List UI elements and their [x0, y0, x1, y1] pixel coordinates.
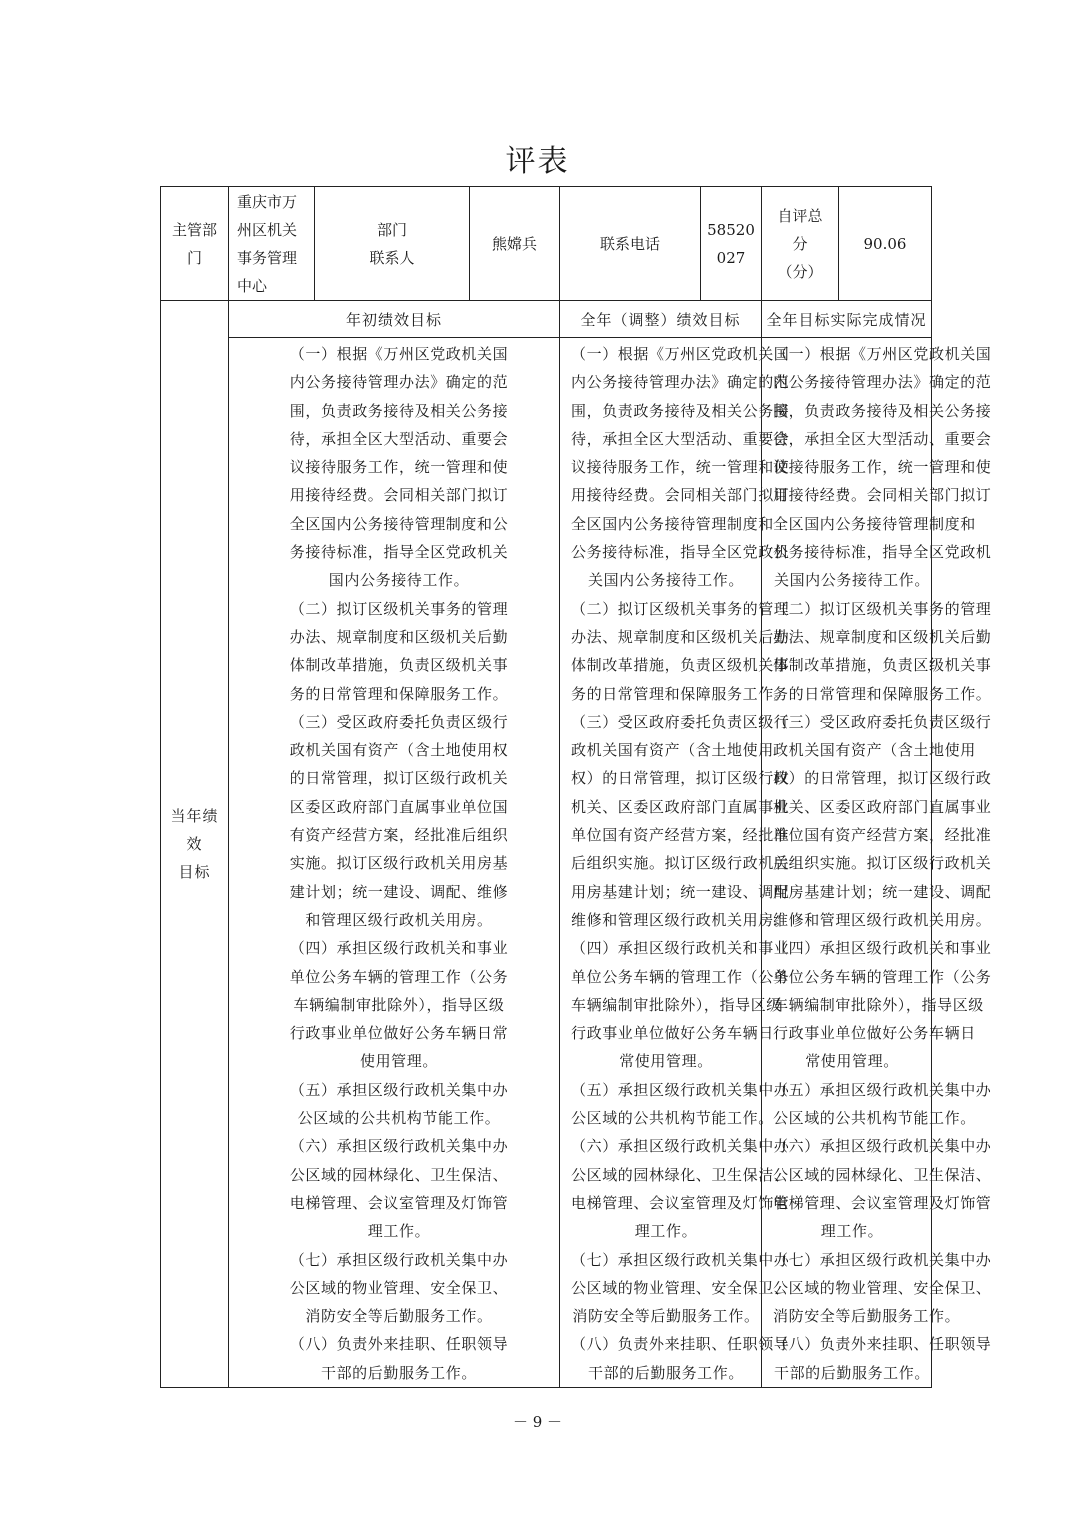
phone-value-cell	[701, 187, 762, 301]
goal-adjusted-text: （一）根据《万州区党政机关国 内公务接待管理办法》确定的范 围，负责政务接待及相关公务接 待，承担全区大型活动、重要会 议接待服务工作，统一管理和使 用接待经费。会同相关部门拟订 全区国内公务接待管理制度和 公务接待标准，指导全区党政机 关国内公务接待工作。 （二）拟订区级机关事务的管理 办法、规章制度和区级机关后勤 体制改革措施，负责区级机关事 务的日常管理和保障服务工作。 （三）受区政府委托负责区级行 政机关国有资产（含土地使用 权）的日常管理，拟订区级行政 机关、区委区政府部门直属事业 单位国有资产经营方案，经批准 后组织实施。拟订区级行政机关 用房基建计划；统一建设、调配 维修和管理区级行政机关用房。 （四）承担区级行政机关和事业 单位公务车辆的管理工作（公务 车辆编制审批除外），指导区级 行政事业单位做好公务车辆日 常使用管理。 （五）承担区级行政机关集中办 公区域的公共机构节能工作。 （六）承担区级行政机关集中办 公区域的园林绿化、卫生保洁、 电梯管理、会议室管理及灯饰管 理工作。 （七）承担区级行政机关集中办 公区域的物业管理、安全保卫、 消防安全等后勤服务工作。 （八）负责外来挂职、任职领导 干部的后勤服务工作。	[571, 345, 790, 1382]
page-number: － 9 －	[512, 1413, 563, 1431]
performance-table	[160, 186, 992, 1388]
goal-header-row	[161, 301, 932, 338]
col-head-actual: 全年目标实际完成情况	[762, 301, 932, 338]
goal-initial-text: （一）根据《万州区党政机关国 内公务接待管理办法》确定的范 围，负责政务接待及相关公务接 待，承担全区大型活动、重要会 议接待服务工作，统一管理和使 用接待经费。会同相关部门拟订 全区国内公务接待管理制度和公 务接待标准，指导全区党政机关 国内公务接待工作。 （二）拟订区级机关事务的管理 办法、规章制度和区级机关后勤 体制改革措施，负责区级机关事 务的日常管理和保障服务工作。 （三）受区政府委托负责区级行 政机关国有资产（含土地使用权 的日常管理，拟订区级行政机关 区委区政府部门直属事业单位国 有资产经营方案，经批准后组织 实施。拟订区级行政机关用房基 建计划；统一建设、调配、维修 和管理区级行政机关用房。 （四）承担区级行政机关和事业 单位公务车辆的管理工作（公务 车辆编制审批除外），指导区级 行政事业单位做好公务车辆日常 使用管理。 （五）承担区级行政机关集中办 公区域的公共机构节能工作。 （六）承担区级行政机关集中办 公区域的园林绿化、卫生保洁、 电梯管理、会议室管理及灯饰管 理工作。 （七）承担区级行政机关集中办 公区域的物业管理、安全保卫、 消防安全等后勤服务工作。 （八）负责外来挂职、任职领导 干部的后勤服务工作。	[289, 345, 509, 1382]
header-row	[161, 187, 932, 301]
col-head-initial: 年初绩效目标	[229, 301, 560, 338]
phone-label-cell	[560, 187, 701, 301]
dept-value: 重庆市万 州区机关 事务管理 中心	[237, 192, 298, 295]
phone-value: 58520 027	[707, 220, 755, 267]
goal-adjusted-cell	[560, 338, 790, 1388]
dept-label-cell	[161, 187, 229, 301]
contact-label: 部门 联系人	[369, 220, 415, 267]
goal-side-label-cell	[161, 301, 229, 1388]
contact-value-cell	[470, 187, 560, 301]
phone-label: 联系电话	[599, 235, 660, 253]
col-head-adjusted: 全年（调整）绩效目标	[560, 301, 762, 338]
page-title: 评表	[505, 144, 570, 179]
contact-label-cell	[315, 187, 470, 301]
score-label: 自评总 分 （分）	[777, 206, 823, 281]
goal-initial-cell	[229, 338, 560, 1388]
goal-content-row	[161, 338, 932, 1388]
contact-value: 熊嫦兵	[491, 235, 537, 253]
dept-label: 主管部 门	[171, 220, 217, 267]
goal-actual-cell	[762, 338, 992, 1388]
score-value-cell	[839, 187, 932, 301]
goal-side-label: 当年绩 效 目标	[170, 806, 219, 881]
goal-actual-text: （一）根据《万州区党政机关国 内公务接待管理办法》确定的范 围，负责政务接待及相关公务接 待，承担全区大型活动、重要会 议接待服务工作，统一管理和使 用接待经费。会同相关部门拟订 全区国内公务接待管理制度和 公务接待标准，指导全区党政机 关国内公务接待工作。 （二）拟订区级机关事务的管理 办法、规章制度和区级机关后勤 体制改革措施，负责区级机关事 务的日常管理和保障服务工作。 （三）受区政府委托负责区级行 政机关国有资产（含土地使用 权）的日常管理，拟订区级行政 机关、区委区政府部门直属事业 单位国有资产经营方案，经批准 后组织实施。拟订区级行政机关 用房基建计划；统一建设、调配 维修和管理区级行政机关用房。 （四）承担区级行政机关和事业 单位公务车辆的管理工作（公务 车辆编制审批除外），指导区级 行政事业单位做好公务车辆日 常使用管理。 （五）承担区级行政机关集中办 公区域的公共机构节能工作。 （六）承担区级行政机关集中办 公区域的园林绿化、卫生保洁、 电梯管理、会议室管理及灯饰管 理工作。 （七）承担区级行政机关集中办 公区域的物业管理、安全保卫、 消防安全等后勤服务工作。 （八）负责外来挂职、任职领导 干部的后勤服务工作。	[773, 345, 992, 1382]
dept-value-cell	[229, 187, 315, 301]
score-label-cell	[762, 187, 839, 301]
score-value: 90.06	[863, 234, 907, 253]
